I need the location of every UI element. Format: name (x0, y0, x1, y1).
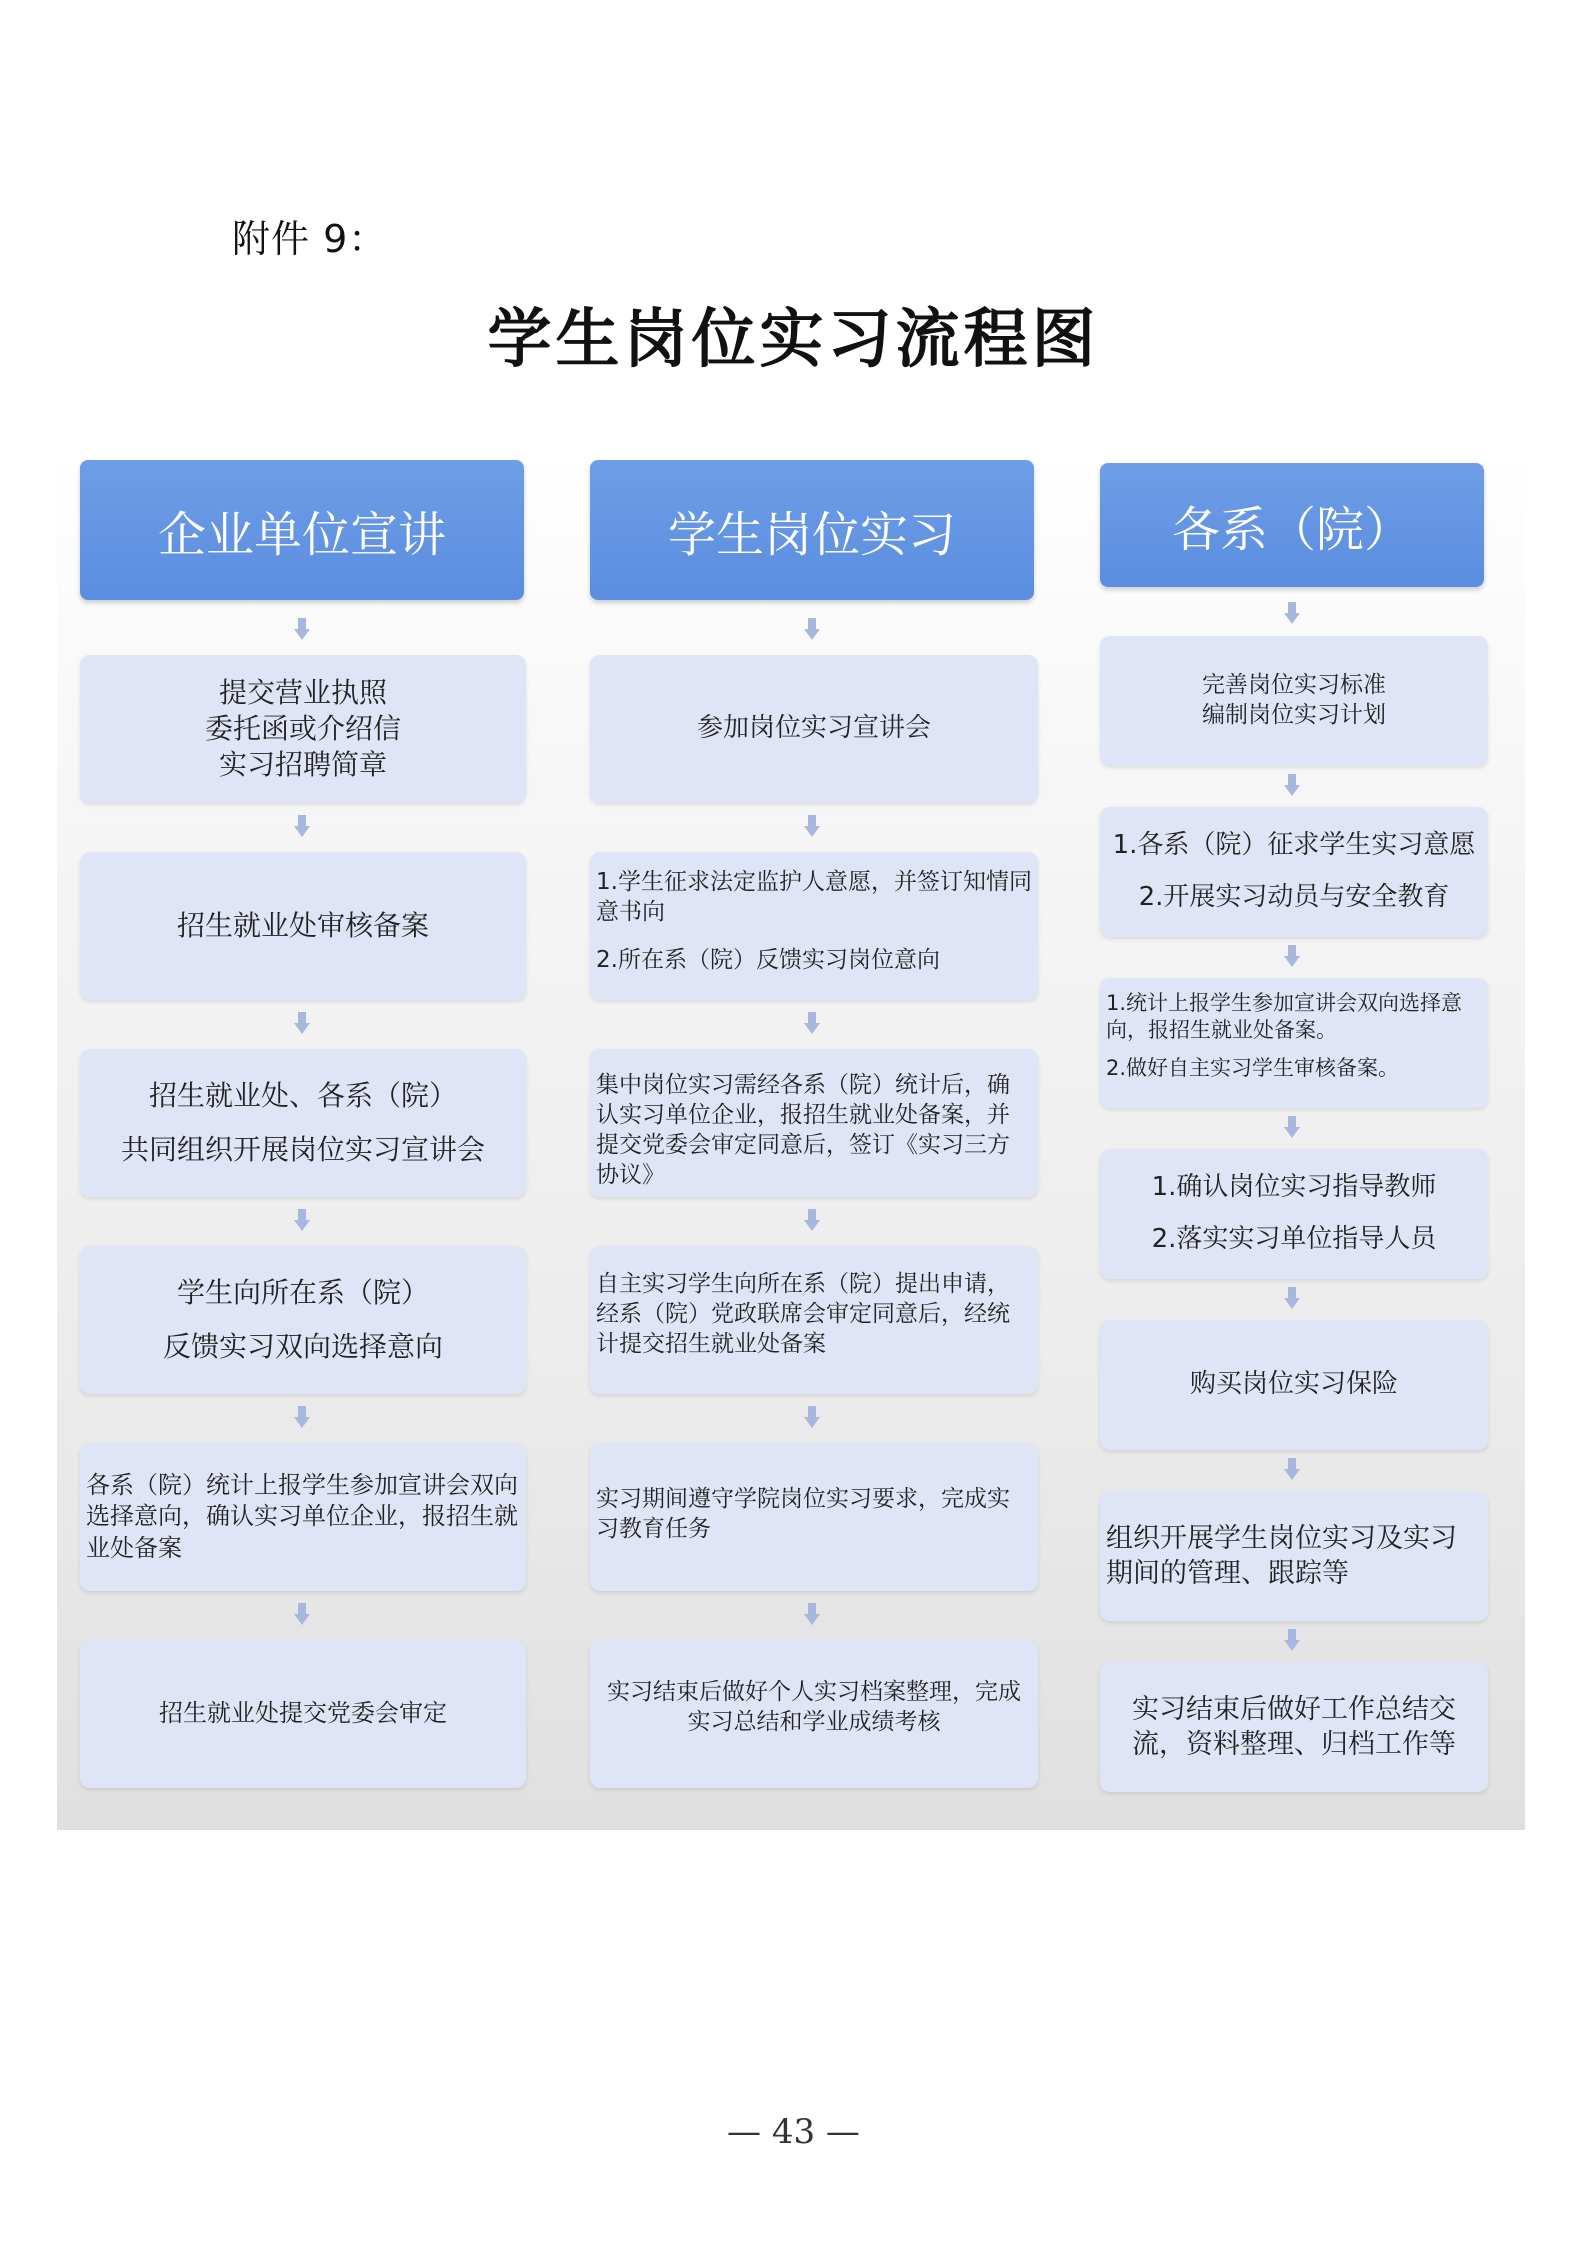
flow-step (590, 852, 1038, 1000)
step-text: 各系（院）统计上报学生参加宣讲会双向选择意向，确认实习单位企业，报招生就业处备案 (86, 1471, 518, 1562)
down-arrow-icon (804, 618, 820, 642)
step-text: 招生就业处、各系（院） (148, 1078, 457, 1112)
step-text: 实习期间遵守学院岗位实习要求，完成实习教育任务 (596, 1486, 1010, 1542)
step-text: 实习结束后做好个人实习档案整理，完成实习总结和学业成绩考核 (607, 1679, 1021, 1735)
down-arrow-icon (1284, 602, 1300, 626)
flow-step (80, 1640, 526, 1788)
flow-step (590, 1049, 1038, 1197)
flow-step (1100, 636, 1488, 766)
column-header (590, 460, 1034, 600)
flow-step (590, 1246, 1038, 1394)
flow-step (80, 1049, 526, 1197)
down-arrow-icon (1284, 1287, 1300, 1311)
step-text: 共同组织开展岗位实习宣讲会 (120, 1133, 485, 1166)
step-text: 1.各系（院）征求学生实习意愿 (1112, 830, 1476, 861)
down-arrow-icon (1284, 945, 1300, 969)
column-header-label: 各系（院） (1171, 501, 1412, 558)
step-text: 完善岗位实习标准 (1202, 672, 1386, 699)
down-arrow-icon (1284, 774, 1300, 798)
flow-step (590, 1640, 1038, 1788)
step-text: 招生就业处提交党委会审定 (159, 1699, 447, 1728)
down-arrow-icon (1284, 1116, 1300, 1140)
flowchart (57, 450, 1525, 1830)
down-arrow-icon (804, 1406, 820, 1430)
step-text: 编制岗位实习计划 (1202, 702, 1386, 728)
flow-step (1100, 1320, 1488, 1450)
flow-step (1100, 807, 1488, 937)
down-arrow-icon (1284, 1458, 1300, 1482)
step-text: 2.所在系（院）反馈实习岗位意向 (596, 946, 940, 973)
flow-step (590, 655, 1038, 803)
down-arrow-icon (294, 1406, 310, 1430)
down-arrow-icon (804, 815, 820, 839)
flow-step (1100, 1149, 1488, 1279)
step-text: 1.统计上报学生参加宣讲会双向选择意向，报招生就业处备案。 (1106, 991, 1463, 1043)
step-text: 提交营业执照 (218, 676, 387, 710)
step-text: 组织开展学生岗位实习及实习期间的管理、跟踪等 (1106, 1522, 1457, 1589)
down-arrow-icon (294, 1603, 310, 1627)
step-text: 1.学生征求法定监护人意愿，并签订知情同意书向 (596, 869, 1032, 925)
flow-step (1100, 978, 1488, 1108)
down-arrow-icon (294, 1012, 310, 1036)
page-number: — 43 — (727, 2112, 860, 2152)
page-title: 学生岗位实习流程图 (487, 302, 1100, 377)
step-text: 招生就业处审核备案 (176, 908, 429, 942)
column-header (80, 460, 524, 600)
step-text: 反馈实习双向选择意向 (162, 1330, 443, 1363)
down-arrow-icon (294, 815, 310, 839)
column-header-label: 企业单位宣讲 (157, 506, 446, 563)
step-text: 实习招聘简章 (218, 747, 387, 781)
down-arrow-icon (804, 1209, 820, 1233)
step-text: 购买岗位实习保险 (1189, 1369, 1398, 1400)
attachment-label: 附件 9： (232, 217, 388, 261)
step-text: 自主实习学生向所在系（院）提出申请，经系（院）党政联席会审定同意后，经统计提交招生就业处备案 (596, 1271, 1010, 1357)
flow-step (590, 1443, 1038, 1591)
step-text: 学生向所在系（院） (176, 1275, 429, 1309)
step-text: 委托函或介绍信 (204, 712, 401, 746)
down-arrow-icon (294, 618, 310, 642)
column-header (1100, 463, 1484, 587)
step-text: 实习结束后做好工作总结交流，资料整理、归档工作等 (1132, 1693, 1456, 1760)
flow-step (80, 1443, 526, 1591)
flow-step (80, 655, 526, 803)
step-text: 2.落实实习单位指导人员 (1151, 1224, 1437, 1254)
step-text: 2.开展实习动员与安全教育 (1138, 882, 1450, 912)
step-text: 集中岗位实习需经各系（院）统计后，确认实习单位企业，报招生就业处备案，并提交党委会审定同意后，签订《实习三方协议》 (596, 1072, 1010, 1188)
column-header-label: 学生岗位实习 (667, 506, 956, 563)
down-arrow-icon (1284, 1629, 1300, 1653)
flow-step (80, 1246, 526, 1394)
step-text: 2.做好自主实习学生审核备案。 (1106, 1055, 1400, 1080)
down-arrow-icon (804, 1603, 820, 1627)
flow-step (1100, 1662, 1488, 1792)
down-arrow-icon (804, 1012, 820, 1036)
down-arrow-icon (294, 1209, 310, 1233)
step-text: 参加岗位实习宣讲会 (696, 713, 931, 744)
flow-step (80, 852, 526, 1000)
flow-step (1100, 1491, 1488, 1621)
step-text: 1.确认岗位实习指导教师 (1151, 1172, 1437, 1203)
